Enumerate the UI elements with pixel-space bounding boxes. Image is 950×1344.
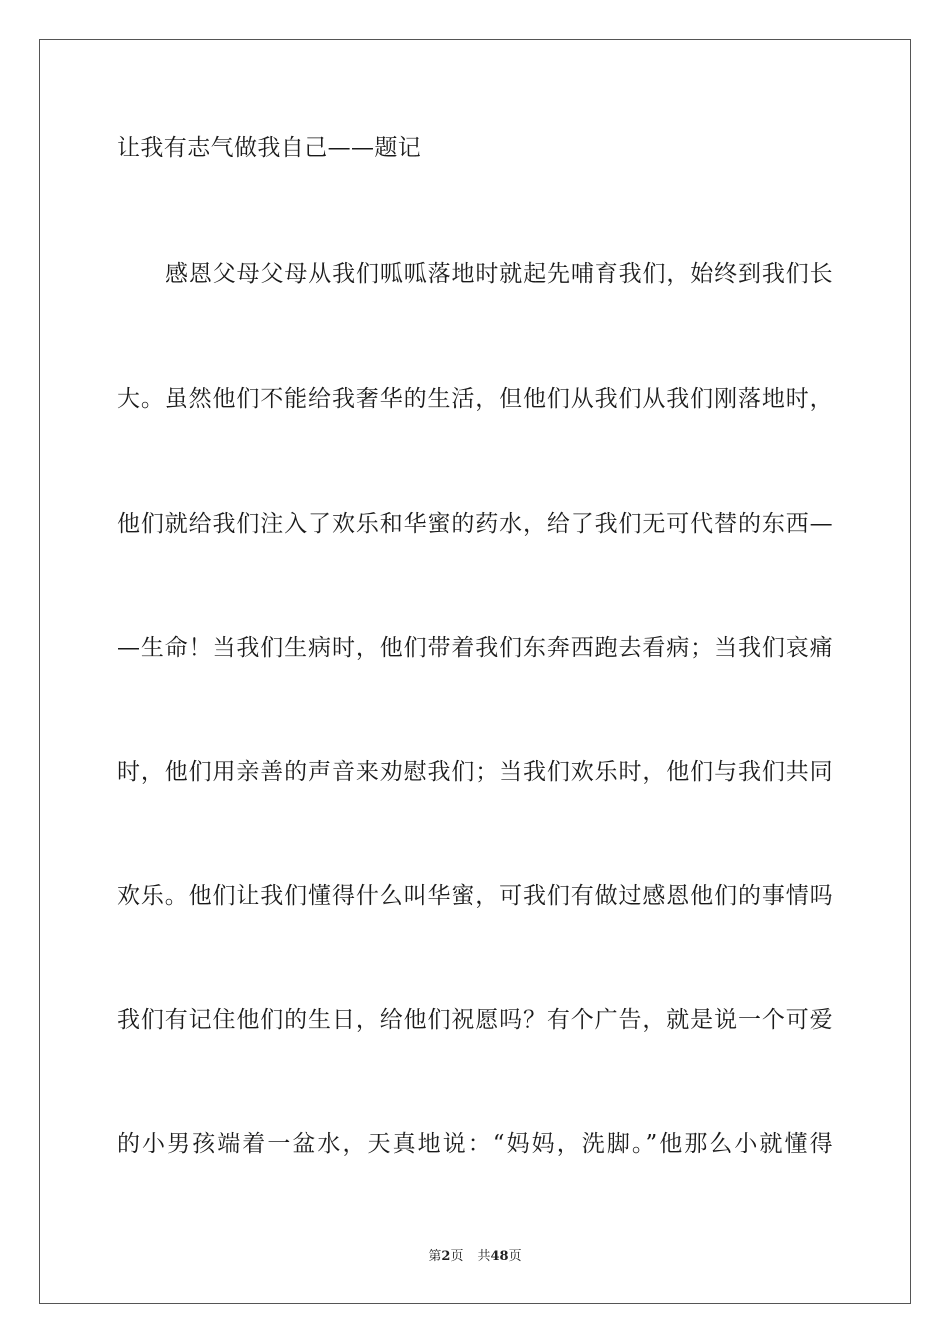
body-line-3: 他们就给我们注入了欢乐和华蜜的药水，给了我们无可代替的东西— bbox=[117, 511, 833, 537]
page-footer bbox=[0, 1248, 950, 1266]
body-line-5: 时，他们用亲善的声音来劝慰我们；当我们欢乐时，他们与我们共同 bbox=[117, 759, 833, 785]
document-title: 让我有志气做我自己——题记 bbox=[117, 135, 422, 161]
page-suffix: 页 bbox=[450, 1249, 464, 1264]
total-pages: 48 bbox=[490, 1249, 509, 1264]
body-line-8: 的小男孩端着一盆水，天真地说：“妈妈，洗脚。”他那么小就懂得 bbox=[117, 1131, 833, 1157]
page-number: 2 bbox=[441, 1249, 451, 1264]
page-border bbox=[39, 39, 911, 1304]
body-line-2: 大。虽然他们不能给我奢华的生活，但他们从我们从我们刚落地时， bbox=[117, 386, 833, 412]
body-line-1: 感恩父母父母从我们呱呱落地时就起先哺育我们，始终到我们长 bbox=[165, 261, 833, 287]
body-line-4: —生命！当我们生病时，他们带着我们东奔西跑去看病；当我们哀痛 bbox=[117, 635, 833, 661]
body-line-7: 我们有记住他们的生日，给他们祝愿吗？有个广告，就是说一个可爱 bbox=[117, 1007, 833, 1033]
page-prefix: 第 bbox=[428, 1249, 442, 1264]
total-suffix: 页 bbox=[508, 1249, 522, 1264]
body-line-6: 欢乐。他们让我们懂得什么叫华蜜，可我们有做过感恩他们的事情吗 bbox=[117, 883, 833, 909]
total-prefix: 共 bbox=[477, 1249, 491, 1264]
